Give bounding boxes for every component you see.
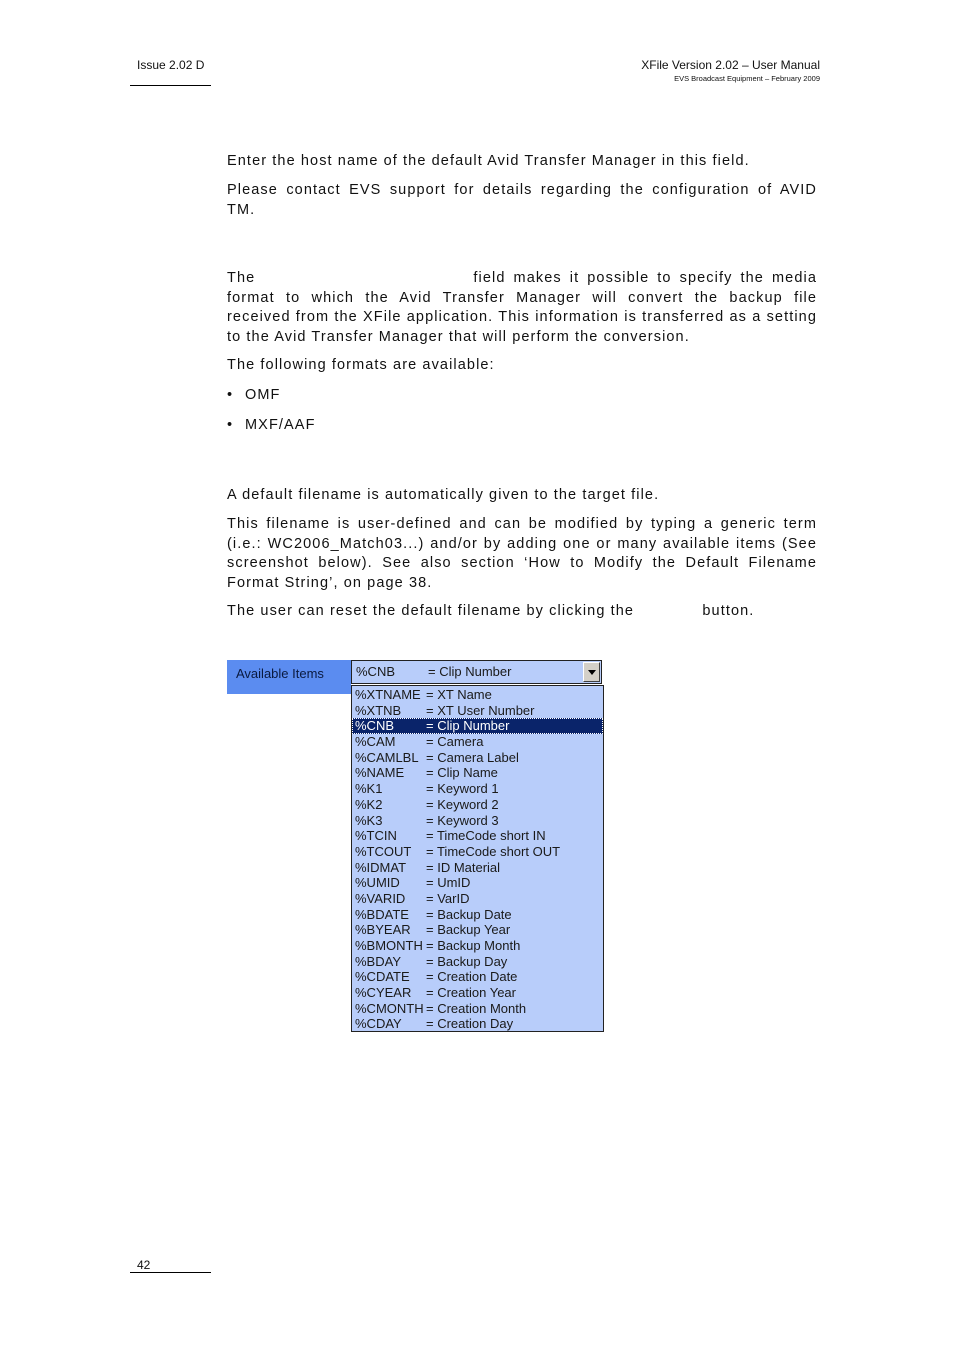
chevron-down-icon: [588, 670, 596, 675]
item-code: %UMID: [355, 875, 400, 891]
list-item[interactable]: [352, 734, 603, 750]
list-item[interactable]: [352, 1016, 603, 1032]
item-desc: = Creation Year: [426, 985, 516, 1001]
available-items-combo[interactable]: [351, 660, 602, 684]
item-code: %CYEAR: [355, 985, 412, 1001]
item-code: %CNB: [355, 718, 395, 734]
dropdown-button[interactable]: [583, 662, 600, 682]
list-item[interactable]: [352, 969, 603, 985]
item-desc: = Keyword 2: [426, 796, 499, 812]
item-code: %K3: [355, 812, 383, 828]
list-item[interactable]: [352, 954, 603, 970]
item-code: %TCOUT: [355, 843, 412, 859]
paragraph-media-format-rest: field makes it possible to specify the media format to which the Avid Transfer Manager will convert the backup file received from the XFile application. This information is transferred as a setting to the Avid Transfer Manager that will perform the conversion.: [227, 270, 817, 345]
paragraph-media-format: [227, 269, 817, 347]
item-code: %CMONTH: [355, 1000, 424, 1016]
header-right: [641, 58, 820, 83]
combo-selected-desc: = Clip Number: [428, 664, 512, 679]
list-item[interactable]: [352, 687, 603, 703]
item-code: %K2: [355, 796, 383, 812]
item-desc: = Creation Date: [426, 969, 518, 985]
paragraph-default-filename: A default filename is automatically given to the target file.: [227, 487, 660, 503]
paragraph-host-name: Enter the host name of the default Avid Transfer Manager in this field.: [227, 153, 750, 169]
paragraph-reset-end: button.: [702, 603, 755, 619]
item-code: %XTNAME: [355, 687, 421, 702]
list-item[interactable]: [352, 860, 603, 876]
paragraph-contact-support: Please contact EVS support for details regarding the configuration of AVID TM.: [227, 182, 817, 218]
footer-rule: [130, 1272, 211, 1273]
item-desc: = VarID: [426, 890, 470, 906]
item-desc: = Creation Month: [426, 1000, 527, 1016]
item-desc: = Camera Label: [426, 749, 519, 765]
bullet-item: [227, 417, 316, 433]
list-item[interactable]: [352, 703, 603, 719]
header-subtitle: EVS Broadcast Equipment – February 2009: [674, 74, 820, 83]
list-item[interactable]: [352, 797, 603, 813]
item-desc: = Clip Name: [426, 765, 498, 781]
list-item[interactable]: [352, 875, 603, 891]
bullet-text: MXF/AAF: [245, 417, 316, 433]
bullet-dot-icon: •: [227, 387, 234, 403]
item-code: %IDMAT: [355, 859, 407, 875]
item-desc: = XT User Number: [426, 702, 535, 718]
item-desc: = ID Material: [426, 859, 501, 875]
page-number: 42: [137, 1258, 151, 1272]
bullet-text: OMF: [245, 387, 281, 403]
available-items-list[interactable]: [351, 685, 604, 1032]
list-item[interactable]: [352, 907, 603, 923]
list-item[interactable]: [352, 922, 603, 938]
paragraph-reset: [227, 602, 817, 622]
paragraph-reset-start: The user can reset the default filename by clicking the: [227, 603, 635, 619]
item-desc: = Backup Year: [426, 922, 511, 938]
item-code: %NAME: [355, 765, 405, 781]
item-code: %XTNB: [355, 702, 402, 718]
item-desc: = TimeCode short IN: [426, 828, 546, 844]
header-rule: [130, 85, 211, 86]
item-code: %CDAY: [355, 1016, 402, 1032]
list-item[interactable]: [352, 938, 603, 954]
item-code: %CDATE: [355, 969, 410, 985]
list-item[interactable]: [352, 718, 603, 734]
list-item[interactable]: [352, 828, 603, 844]
item-desc: = Keyword 1: [426, 781, 499, 797]
item-code: %VARID: [355, 890, 406, 906]
list-item[interactable]: [352, 765, 603, 781]
item-code: %BDATE: [355, 906, 409, 922]
header-title: XFile Version 2.02 – User Manual: [641, 58, 820, 72]
item-desc: = Backup Day: [426, 953, 508, 969]
paragraph-formats-intro: The following formats are available:: [227, 357, 495, 373]
available-items-label: Available Items: [227, 660, 351, 694]
item-desc: = Creation Day: [426, 1016, 514, 1032]
item-desc: = Backup Date: [426, 906, 512, 922]
list-item[interactable]: [352, 891, 603, 907]
item-code: %CAM: [355, 734, 396, 750]
list-item[interactable]: [352, 844, 603, 860]
paragraph-user-defined: This filename is user-defined and can be modified by typing a generic term (i.e.: WC2006_Match03...) and/or by adding one or many available items (See screenshot below). See also section ‘How to Modify the Default Filename Format String’, on page 38.: [227, 516, 817, 591]
combo-selected-code: %CNB: [356, 664, 396, 679]
item-code: %BDAY: [355, 953, 401, 969]
item-desc: = Backup Month: [426, 938, 521, 953]
paragraph-media-format-start: The: [227, 270, 256, 286]
bullet-dot-icon: •: [227, 417, 234, 433]
list-item[interactable]: [352, 813, 603, 829]
bullet-item: [227, 387, 281, 403]
item-code: %TCIN: [355, 828, 397, 844]
item-desc: = Clip Number: [426, 718, 510, 734]
item-code: %CAMLBL: [355, 749, 419, 765]
item-code: %BMONTH: [355, 938, 423, 953]
item-desc: = Keyword 3: [426, 812, 499, 828]
list-item[interactable]: [352, 750, 603, 766]
item-code: %BYEAR: [355, 922, 411, 938]
item-desc: = XT Name: [426, 687, 492, 702]
item-desc: = UmID: [426, 875, 471, 891]
list-item[interactable]: [352, 1001, 603, 1017]
item-desc: = Camera: [426, 734, 484, 750]
list-item[interactable]: [352, 985, 603, 1001]
list-item[interactable]: [352, 781, 603, 797]
item-code: %K1: [355, 781, 383, 797]
item-desc: = TimeCode short OUT: [426, 843, 561, 859]
header-issue: Issue 2.02 D: [137, 58, 205, 72]
